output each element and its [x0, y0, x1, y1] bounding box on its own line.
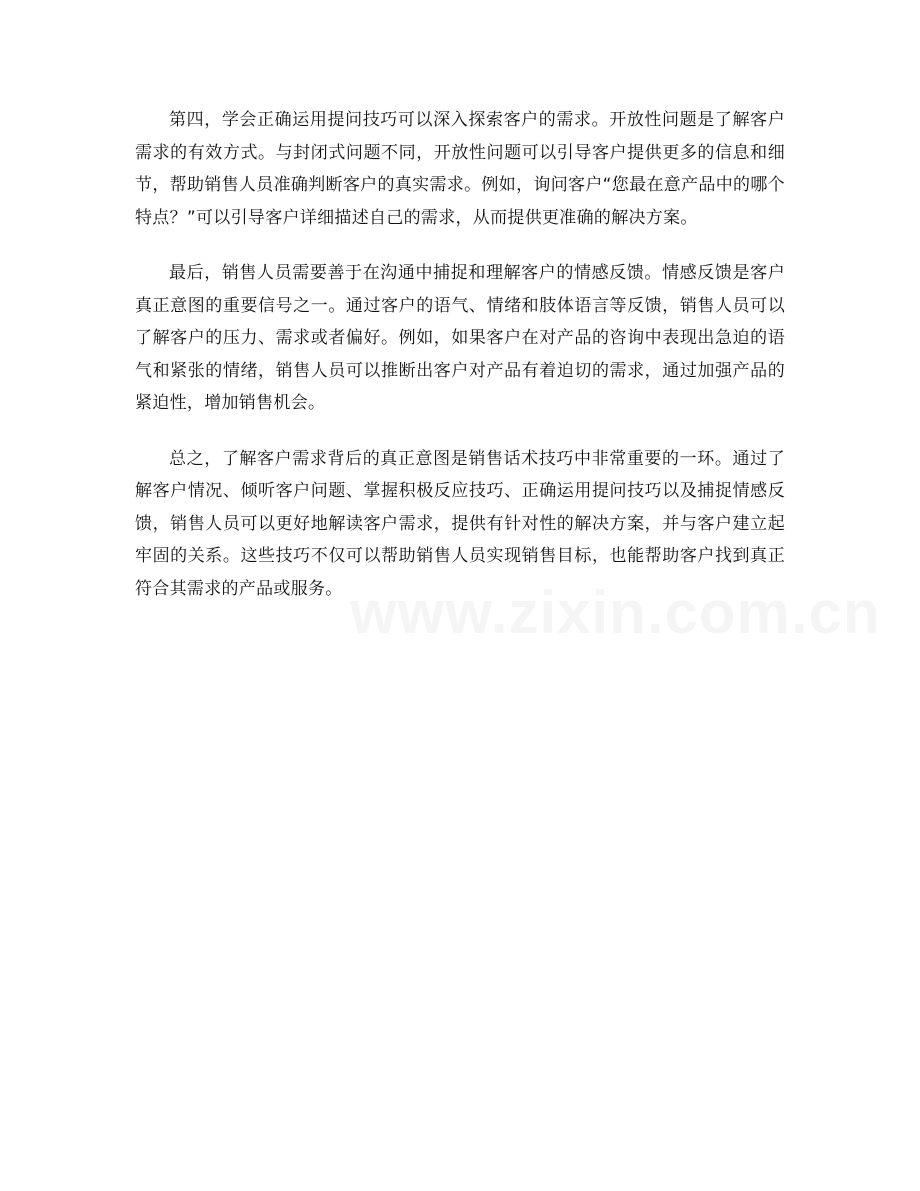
paragraph-conclusion: 总之，了解客户需求背后的真正意图是销售话术技巧中非常重要的一环。通过了解客户情况、倾听客户问题、掌握积极反应技巧、正确运用提问技巧以及捕捉情感反馈，销售人员可以更好地解读客户需求，提供有针对性的解决方案，并与客户建立起牢固的关系。这些技巧不仅可以帮助销售人员实现销售目标，也能帮助客户找到真正符合其需求的产品或服务。 [135, 448, 785, 599]
paragraph-emotional-feedback: 最后，销售人员需要善于在沟通中捕捉和理解客户的情感反馈。情感反馈是客户真正意图的重要信号之一。通过客户的语气、情绪和肢体语言等反馈，销售人员可以了解客户的压力、需求或者偏好。例如，如果客户在对产品的咨询中表现出急迫的语气和紧张的情绪，销售人员可以推断出客户对产品有着迫切的需求，通过加强产品的紧迫性，增加销售机会。 [135, 263, 785, 413]
document-body [135, 104, 785, 628]
paragraph-fourth-point: 第四，学会正确运用提问技巧可以深入探索客户的需求。开放性问题是了解客户需求的有效方式。与封闭式问题不同，开放性问题可以引导客户提供更多的信息和细节，帮助销售人员准确判断客户的真实需求。例如，询问客户“您最在意产品中的哪个特点？”可以引导客户详细描述自己的需求，从而提供更准确的解决方案。 [135, 110, 785, 228]
